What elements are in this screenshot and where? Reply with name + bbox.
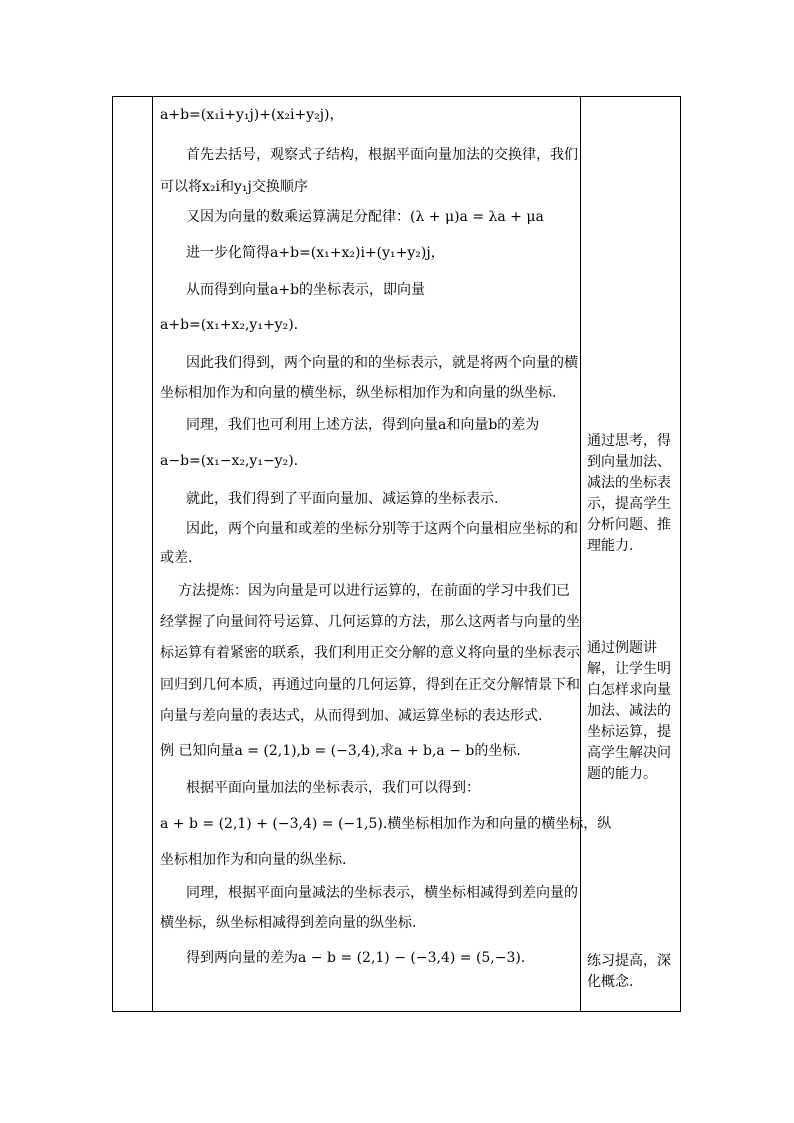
text-line: 根据平面向量加法的坐标表示，我们可以得到： <box>186 780 480 796</box>
text-line: 或差. <box>160 550 193 566</box>
text-line: 坐标相加作为和向量的横坐标，纵坐标相加作为和向量的纵坐标. <box>160 385 557 401</box>
text-line: 回归到几何本质，再通过向量的几何运算，得到在正交分解情景下和 <box>160 677 580 693</box>
formula-sum-coordinates: a+b=(x₁+x₂,y₁+y₂). <box>160 317 299 333</box>
text-line: 同理，我们也可利用上述方法，得到向量a和向量b的差为 <box>186 417 540 433</box>
text-line: 因此我们得到，两个向量的和的坐标表示，就是将两个向量的横 <box>186 355 578 371</box>
text-line: 又因为向量的数乘运算满足分配律：(λ + μ)a = λa + μa <box>186 209 544 225</box>
formula-difference-coordinates: a−b=(x₁−x₂,y₁−y₂). <box>160 453 299 469</box>
text-line: 因此，两个向量和或差的坐标分别等于这两个向量相应坐标的和 <box>186 521 578 537</box>
text-line: 经掌握了向量间符号运算、几何运算的方法，那么这两者与向量的坐 <box>160 614 580 630</box>
note-design-intent-1: 通过思考，得到向量加法、减法的坐标表示，提高学生分析问题、推理能力. <box>587 433 671 554</box>
text-line: 就此，我们得到了平面向量加、减运算的坐标表示. <box>186 491 499 507</box>
text-line: 同理，根据平面向量减法的坐标表示，横坐标相减得到差向量的 <box>186 885 578 901</box>
column-divider-right <box>580 97 581 1011</box>
text-line: 从而得到向量a+b的坐标表示，即向量 <box>186 282 426 298</box>
text-line: 横坐标，纵坐标相减得到差向量的纵坐标. <box>160 915 417 931</box>
text-line: 标运算有着紧密的联系，我们利用正交分解的意义将向量的坐标表示 <box>160 645 580 661</box>
text-line: 坐标相加作为和向量的纵坐标. <box>160 852 347 868</box>
text-line: 首先去括号，观察式子结构，根据平面向量加法的交换律，我们 <box>186 147 578 163</box>
text-line: 方法提炼：因为向量是可以进行运算的，在前面的学习中我们已 <box>178 583 570 599</box>
formula-sum-expanded: a+b=(x₁i+y₁j)+(x₂i+y₂j)， <box>160 107 344 123</box>
note-design-intent-3: 练习提高，深化概念. <box>587 953 671 990</box>
column-divider-left <box>152 97 153 1011</box>
text-line: 可以将x₂i和y₁j交换顺序 <box>160 179 308 195</box>
text-line: 向量与差向量的表达式，从而得到加、减运算坐标的表达形式. <box>160 708 543 724</box>
note-design-intent-2: 通过例题讲解，让学生明白怎样求向量加法、减法的坐标运算，提高学生解决问题的能力。 <box>587 640 671 782</box>
example-statement: 例 已知向量a = (2,1),b = (−3,4),求a + b,a − b的坐标. <box>160 743 521 759</box>
text-line: a + b = (2,1) + (−3,4) = (−1,5).横坐标相加作为和向量的横坐标，纵 <box>160 816 612 832</box>
text-line: 得到两向量的差为a − b = (2,1) − (−3,4) = (5,−3). <box>186 950 526 966</box>
text-line: 进一步化简得a+b=(x₁+x₂)i+(y₁+y₂)j， <box>186 245 445 261</box>
